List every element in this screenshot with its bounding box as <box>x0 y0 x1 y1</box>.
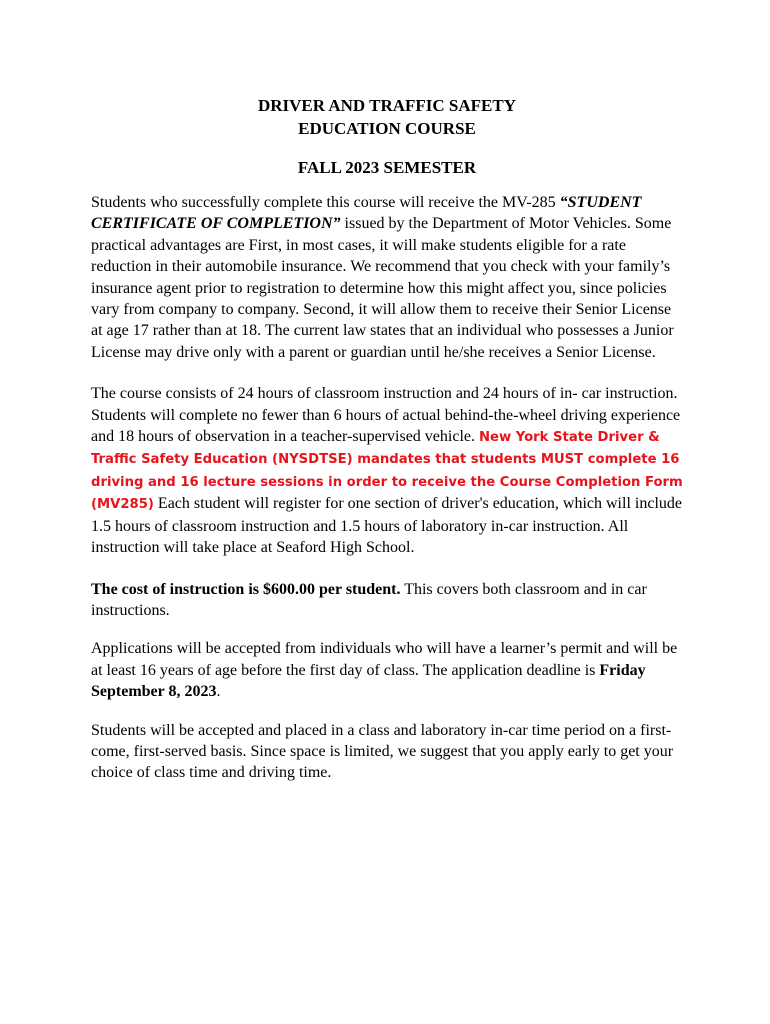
paragraph-4-end: . <box>216 683 221 701</box>
paragraph-2-intro: The course consists of 24 hours of classroom instruction and 24 hours of in- car instruction. Students will complete no fewer than 6 hours of actual behind-the-wheel driving experience and 18 hours of observation in a teacher-supervised vehicle. <box>91 385 681 446</box>
semester-heading: FALL 2023 SEMESTER <box>297 158 477 177</box>
cost-statement: The cost of instruction is $600.00 per student. <box>91 580 401 598</box>
paragraph-1-intro: Students who successfully complete this course will receive the MV-285 <box>91 194 560 211</box>
document-title <box>91 94 683 140</box>
certificate-name: “STUDENT CERTIFICATE OF COMPLETION” <box>91 194 642 233</box>
paragraph-3-rest: This covers both classroom and in car instructions. <box>91 580 647 619</box>
document-page <box>91 94 683 784</box>
paragraph-2-rest: Each student will register for one section of driver's education, which will include 1.5 hours of classroom instruction and 1.5 hours of laboratory in-car instruction. All instruction will take place at Seaford High School. <box>91 495 682 557</box>
paragraph-placement: Students will be accepted and placed in a class and laboratory in-car time period on a first-come, first-served basis. Since space is limited, we suggest that you apply early to get your choice of class time and driving time. <box>91 721 674 782</box>
paragraph-4-intro: Applications will be accepted from individuals who will have a learner’s permit and will be at least 16 years of age before the first day of class. The application deadline is <box>91 640 678 679</box>
paragraph-1-rest: issued by the Department of Motor Vehicles. Some practical advantages are First, in most cases, it will make students eligible for a rate reduction in their automobile insurance. We recommend that you check with your family’s insurance agent prior to registration to determine how this might affect you, since policies vary from company to company. Second, it will allow them to receive their Senior License at age 17 rather than at 18. The current law states that an individual who possesses a Junior License may drive only with a parent or guardian until he/she receives a Senior License. <box>91 215 674 361</box>
paragraph-cost <box>91 579 683 622</box>
paragraph-certificate <box>91 192 683 363</box>
title-line-2: EDUCATION COURSE <box>298 119 476 138</box>
paragraph-applications <box>91 638 683 702</box>
title-line-1: DRIVER AND TRAFFIC SAFETY <box>257 96 517 115</box>
paragraph-course-details <box>91 383 683 558</box>
application-deadline: Friday September 8, 2023 <box>91 661 646 701</box>
nysdtse-mandate: New York State Driver & Traffic Safety Education (NYSDTSE) mandates that students MUST complete 16 driving and 16 lecture sessions in order to receive the Course Completion Form (MV285) <box>91 430 683 513</box>
